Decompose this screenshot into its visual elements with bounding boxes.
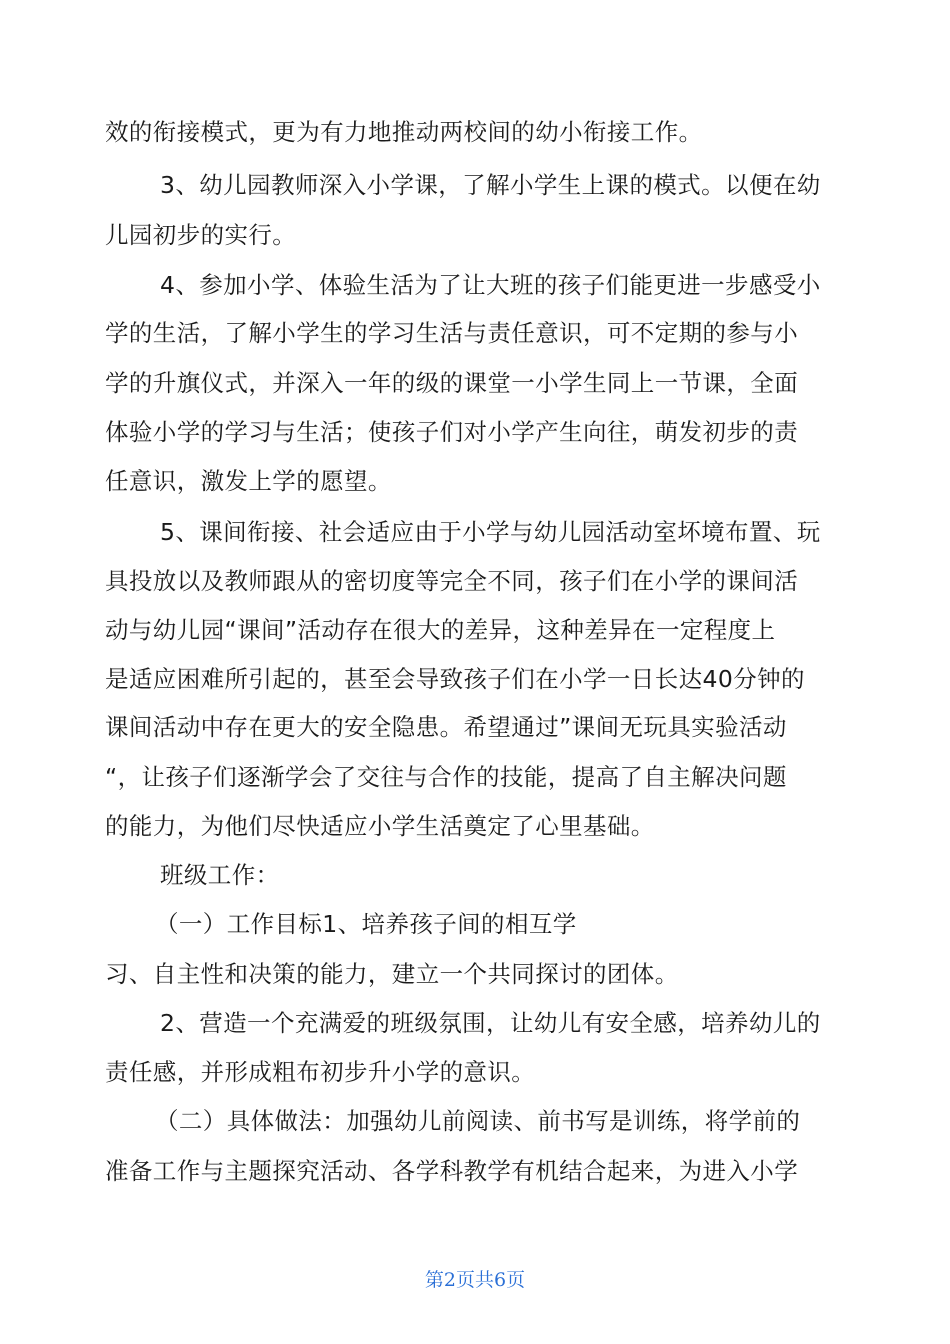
text-line: 体验小学的学习与生活；使孩子们对小学产生向往，萌发初步的责 <box>105 418 799 446</box>
text-line: 4、参加小学、体验生活为了让大班的孩子们能更进一步感受小 <box>160 271 821 299</box>
text-line: 的能力，为他们尽快适应小学生活奠定了心里基础。 <box>105 812 655 840</box>
section-heading: 班级工作： <box>160 861 280 889</box>
text-line: 习、自主性和决策的能力，建立一个共同探讨的团体。 <box>105 960 679 988</box>
text-line: 任意识，激发上学的愿望。 <box>105 467 392 495</box>
text-line: 动与幼儿园“课间”活动存在很大的差异，这种差异在一定程度上 <box>105 616 776 644</box>
text-line: 5、课间衔接、社会适应由于小学与幼儿园活动室坏境布置、玩 <box>160 518 821 546</box>
text-line: 具投放以及教师跟从的密切度等完全不同，孩子们在小学的课间活 <box>105 567 799 595</box>
text-line: （二）具体做法：加强幼儿前阅读、前书写是训练，将学前的 <box>155 1107 801 1135</box>
text-line: 课间活动中存在更大的安全隐患。希望通过”课间无玩具实验活动 <box>105 713 787 741</box>
text-line: 效的衔接模式，更为有力地推动两校间的幼小衔接工作。 <box>105 118 703 146</box>
text-line: 学的升旗仪式，并深入一年的级的课堂一小学生同上一节课，全面 <box>105 369 799 397</box>
text-line: “，让孩子们逐渐学会了交往与合作的技能，提高了自主解决问题 <box>105 763 787 791</box>
text-line: 是适应困难所引起的，甚至会导致孩子们在小学一日长达40分钟的 <box>105 665 805 693</box>
text-line: 责任感，并形成粗布初步升小学的意识。 <box>105 1058 536 1086</box>
text-line: （一）工作目标1、培养孩子间的相互学 <box>155 910 577 938</box>
page-number: 第2页共6页 <box>424 1269 526 1291</box>
text-line: 学的生活，了解小学生的学习生活与责任意识，可不定期的参与小 <box>105 319 799 347</box>
text-line: 准备工作与主题探究活动、各学科教学有机结合起来，为进入小学 <box>105 1157 799 1185</box>
text-line: 3、幼儿园教师深入小学课，了解小学生上课的模式。以便在幼 <box>160 171 821 199</box>
text-line: 2、营造一个充满爱的班级氛围，让幼儿有安全感，培养幼儿的 <box>160 1009 821 1037</box>
text-line: 儿园初步的实行。 <box>105 221 297 249</box>
